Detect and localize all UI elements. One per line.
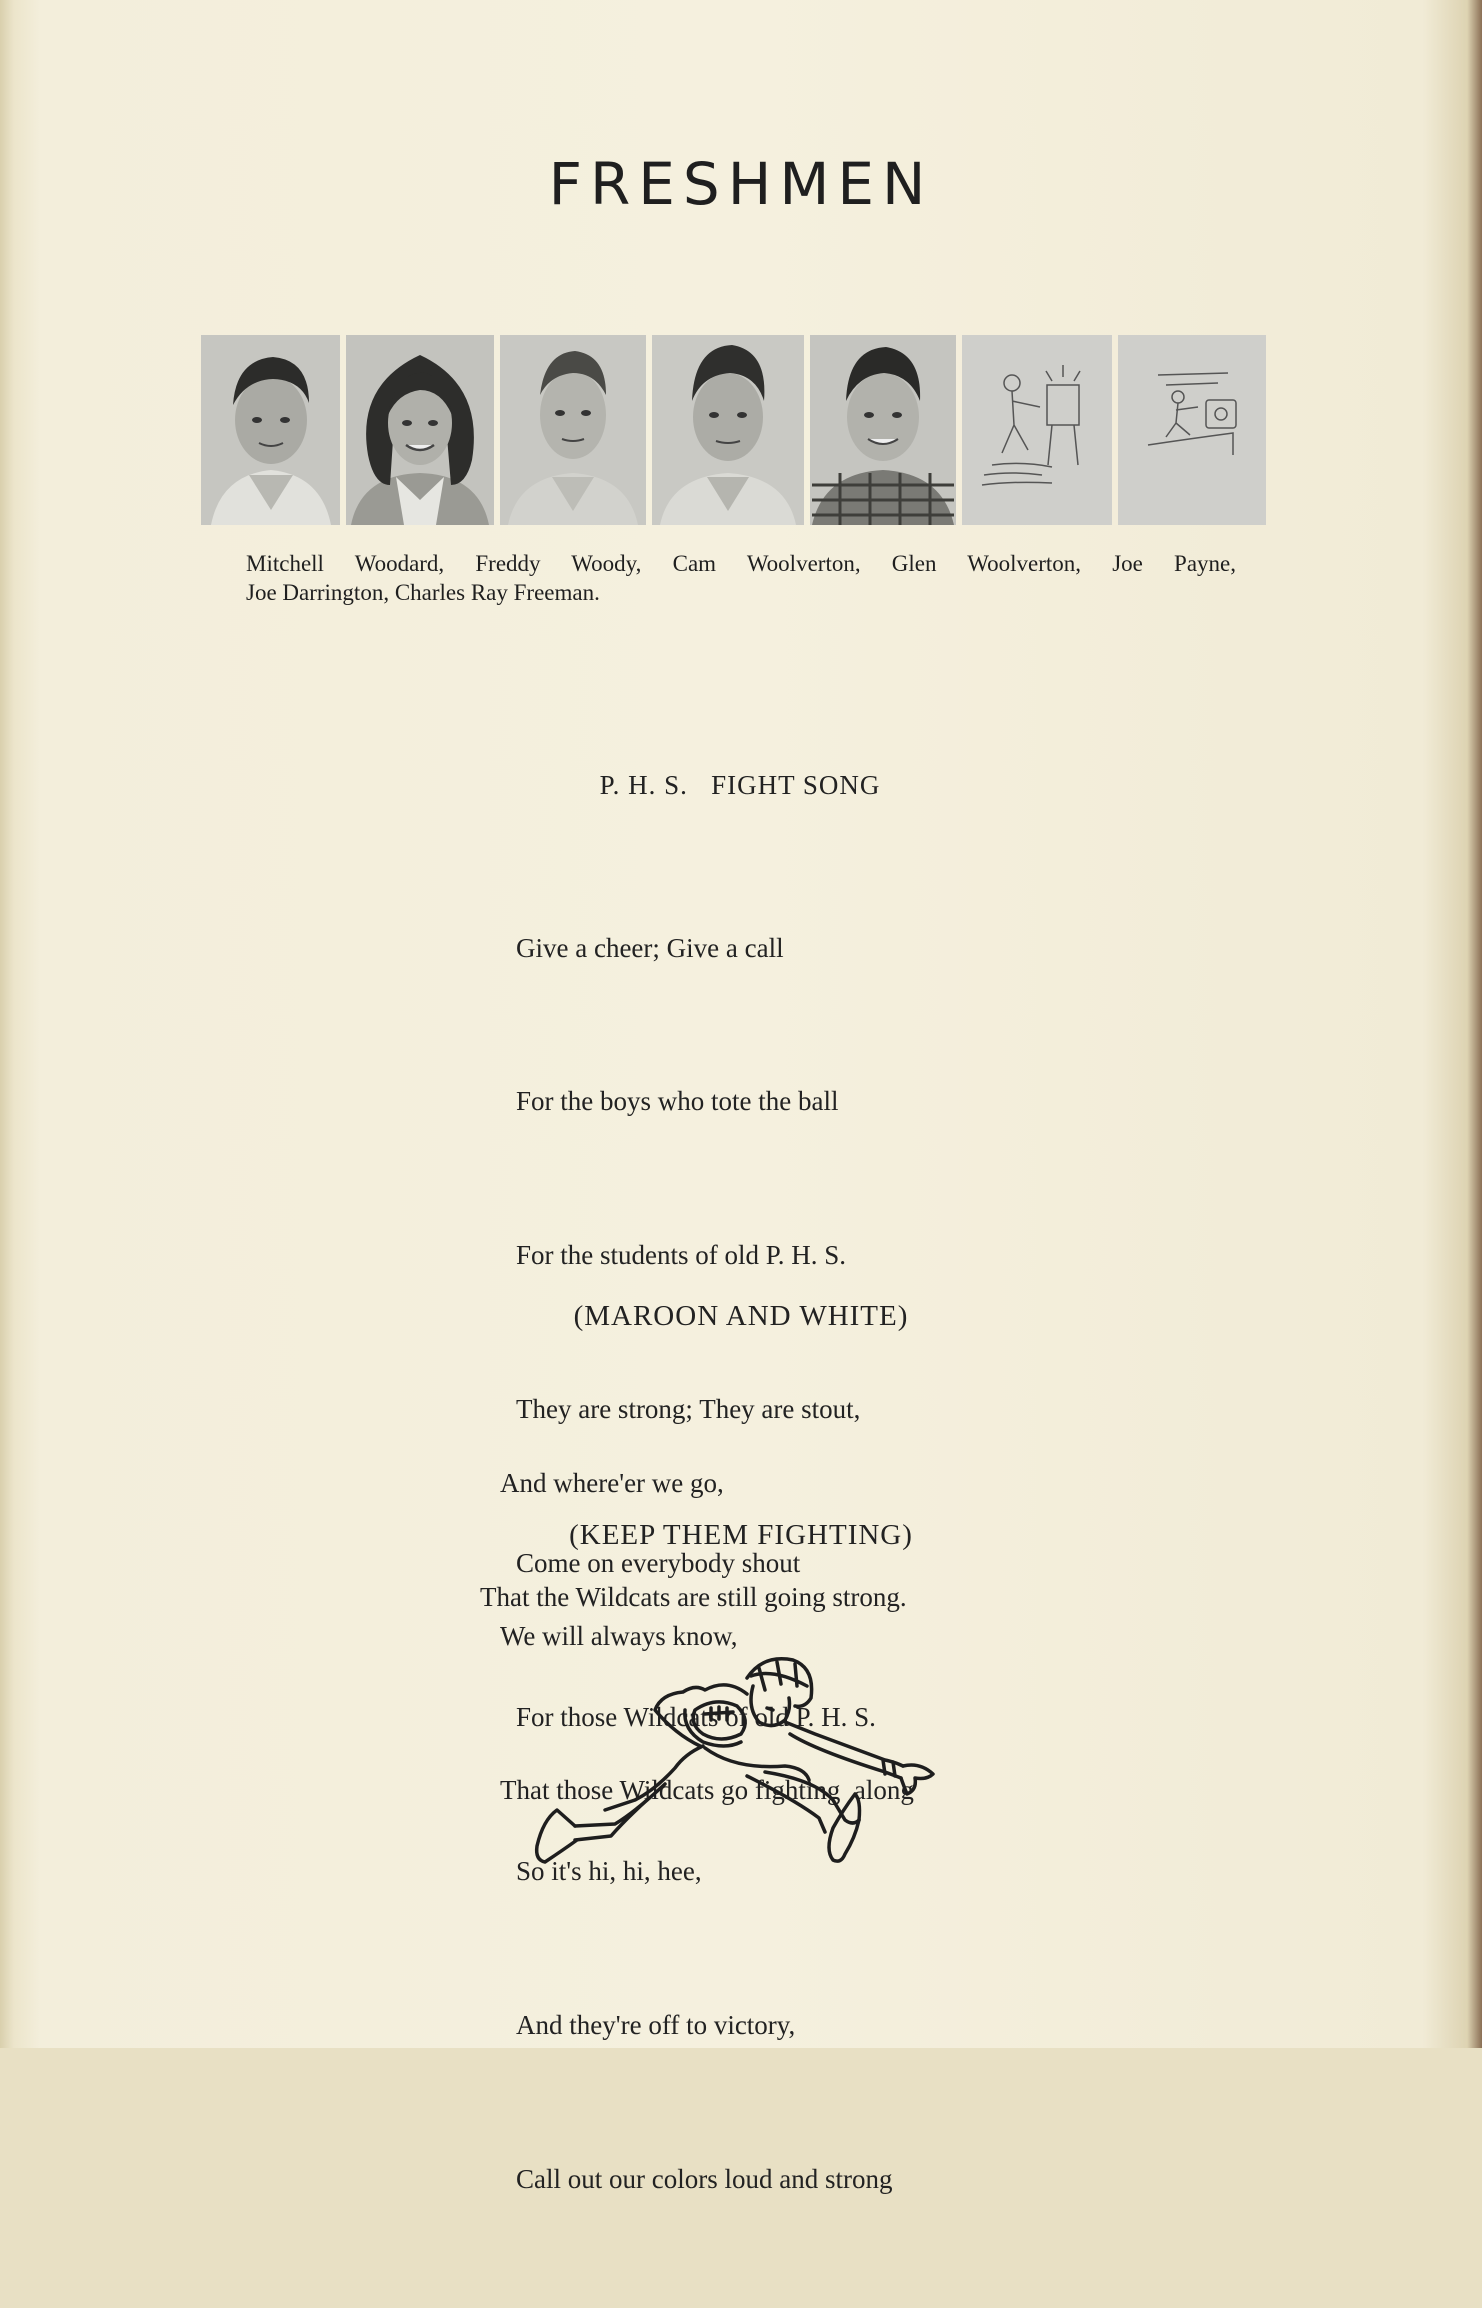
verse-line: They are strong; They are stout, (516, 1394, 861, 1425)
caption-line-2: Joe Darrington, Charles Ray Freeman. (246, 580, 600, 605)
verse-line: For the students of old P. H. S. (516, 1240, 847, 1271)
verse-line: Call out our colors loud and strong (516, 2163, 893, 2194)
verse-line: And where'er we go, (500, 1467, 724, 1498)
page-title: FRESHMEN (548, 150, 934, 218)
verse-line: We will always know, (500, 1621, 738, 1652)
refrain-keep-them-fighting: (KEEP THEM FIGHTING) (569, 1519, 913, 1551)
refrain-maroon-and-white: (MAROON AND WHITE) (573, 1300, 909, 1332)
football-player-illustration (515, 1650, 965, 1905)
song-closing-line: That the Wildcats are still going strong. (480, 1582, 907, 1612)
verse-line: And they're off to victory, (516, 2009, 796, 2040)
portrait-photo-3 (500, 335, 646, 525)
verse-line: So it's hi, hi, hee, (516, 1855, 702, 1886)
photo-caption (246, 549, 1236, 607)
cartoon-placeholder-1 (962, 335, 1112, 525)
verse-line: Come on everybody shout (516, 1548, 801, 1579)
portrait-photo-4 (652, 335, 804, 525)
portrait-photo-5 (810, 335, 956, 525)
verse-line: For the boys who tote the ball (516, 1086, 839, 1117)
portrait-photo-2 (346, 335, 494, 525)
verse-line: That those Wildcats go fighting along (500, 1775, 914, 1806)
photo-strip (201, 335, 1266, 525)
verse-line: For those Wildcats of old P. H. S. (516, 1702, 876, 1733)
cartoon-placeholder-2 (1118, 335, 1266, 525)
caption-line-1: Mitchell Woodard, Freddy Woody, Cam Woolverton, Glen Woolverton, Joe Payne, (246, 551, 1236, 576)
verse-line: Give a cheer; Give a call (516, 932, 784, 963)
portrait-photo-1 (201, 335, 340, 525)
song-title: P. H. S. FIGHT SONG (599, 770, 881, 800)
